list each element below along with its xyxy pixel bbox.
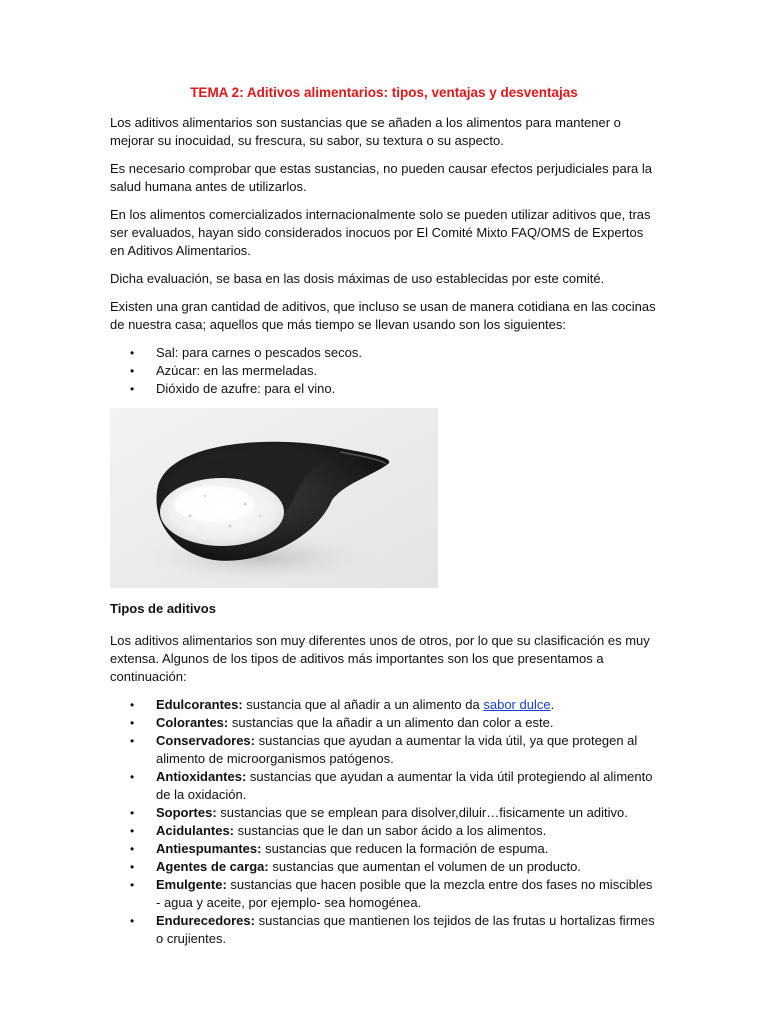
additive-types-list xyxy=(110,696,658,948)
type-description-end: . xyxy=(550,697,555,712)
types-intro: Los aditivos alimentarios son muy diferentes unos de otros, por lo que su clasificación es muy extensa. Algunos de los tipos de aditivos más importantes son los que presentamos a continuación: xyxy=(110,633,650,684)
list-item xyxy=(110,768,658,804)
list-item-text: Sal: para carnes o pescados secos. xyxy=(156,345,362,360)
bullet-icon: • xyxy=(130,346,135,360)
type-term: Conservadores: xyxy=(156,733,255,748)
bullet-icon: • xyxy=(130,734,135,748)
type-description: sustancias que le dan un sabor ácido a los alimentos. xyxy=(234,823,547,838)
list-item xyxy=(110,344,658,362)
paragraph-evaluation: Dicha evaluación, se basa en las dosis máximas de uso establecidas por este comité. xyxy=(110,271,605,286)
paragraph-safety: Es necesario comprobar que estas sustancias, no pueden causar efectos perjudiciales para la salud humana antes de utilizarlos. xyxy=(110,161,652,194)
sabor-dulce-link[interactable]: sabor dulce xyxy=(483,697,551,712)
bullet-icon: • xyxy=(130,806,135,820)
paragraph-common-use: Existen una gran cantidad de aditivos, que incluso se usan de manera cotidiana en las cocinas de nuestra casa; aquellos que más tiempo se llevan usando son los siguientes: xyxy=(110,299,656,332)
type-term: Antioxidantes: xyxy=(156,769,247,784)
list-item-text: Dióxido de azufre: para el vino. xyxy=(156,381,336,396)
common-additives-list xyxy=(110,344,658,398)
types-heading: Tipos de aditivos xyxy=(110,601,216,616)
bullet-icon: • xyxy=(130,698,135,712)
type-description: sustancias que reducen la formación de espuma. xyxy=(261,841,549,856)
document-title: TEMA 2: Aditivos alimentarios: tipos, ventajas y desventajas xyxy=(190,85,578,100)
type-description: sustancias que la añadir a un alimento dan color a este. xyxy=(228,715,554,730)
bullet-icon: • xyxy=(130,842,135,856)
bullet-icon: • xyxy=(130,914,135,928)
list-item xyxy=(110,362,658,380)
bullet-icon: • xyxy=(130,364,135,378)
list-item-text: Azúcar: en las mermeladas. xyxy=(156,363,318,378)
list-item xyxy=(110,732,658,768)
type-term: Agentes de carga: xyxy=(156,859,269,874)
bullet-icon: • xyxy=(130,382,135,396)
type-description: sustancias que mantienen los tejidos de las frutas u hortalizas firmes o crujientes. xyxy=(156,913,655,946)
bullet-icon: • xyxy=(130,716,135,730)
document-page xyxy=(110,84,658,958)
type-term: Endurecedores: xyxy=(156,913,255,928)
bullet-icon: • xyxy=(130,878,135,892)
bullet-icon: • xyxy=(130,860,135,874)
type-description: sustancia que al añadir a un alimento da xyxy=(242,697,484,712)
type-term: Acidulantes: xyxy=(156,823,235,838)
list-item xyxy=(110,822,658,840)
list-item xyxy=(110,912,658,948)
paragraph-definition: Los aditivos alimentarios son sustancias que se añaden a los alimentos para mantener o mejorar su inocuidad, su frescura, su sabor, su textura o su aspecto. xyxy=(110,115,621,148)
type-term: Edulcorantes: xyxy=(156,697,243,712)
type-description: sustancias que se emplean para disolver,diluir…fisicamente un aditivo. xyxy=(216,805,628,820)
list-item xyxy=(110,696,658,714)
list-item xyxy=(110,840,658,858)
type-description: sustancias que ayudan a aumentar la vida útil protegiendo al alimento de la oxidación. xyxy=(156,769,653,802)
list-item xyxy=(110,380,658,398)
type-term: Antiespumantes: xyxy=(156,841,262,856)
list-item xyxy=(110,876,658,912)
list-item xyxy=(110,804,658,822)
type-term: Colorantes: xyxy=(156,715,229,730)
type-term: Emulgente: xyxy=(156,877,227,892)
type-description: sustancias que ayudan a aumentar la vida útil, ya que protegen al alimento de microorganismos patógenos. xyxy=(156,733,638,766)
type-description: sustancias que aumentan el volumen de un producto. xyxy=(268,859,581,874)
bullet-icon: • xyxy=(130,824,135,838)
type-term: Soportes: xyxy=(156,805,217,820)
salt-bowl-photo xyxy=(110,408,438,588)
type-description: sustancias que hacen posible que la mezcla entre dos fases no miscibles - agua y aceite, por ejemplo- sea homogénea. xyxy=(156,877,653,910)
list-item xyxy=(110,714,658,732)
paragraph-regulation: En los alimentos comercializados internacionalmente solo se pueden utilizar aditivos que, tras ser evaluados, hayan sido considerados inocuos por El Comité Mixto FAQ/OMS de Expertos en Aditivos Alimentarios. xyxy=(110,207,651,258)
bullet-icon: • xyxy=(130,770,135,784)
list-item xyxy=(110,858,658,876)
